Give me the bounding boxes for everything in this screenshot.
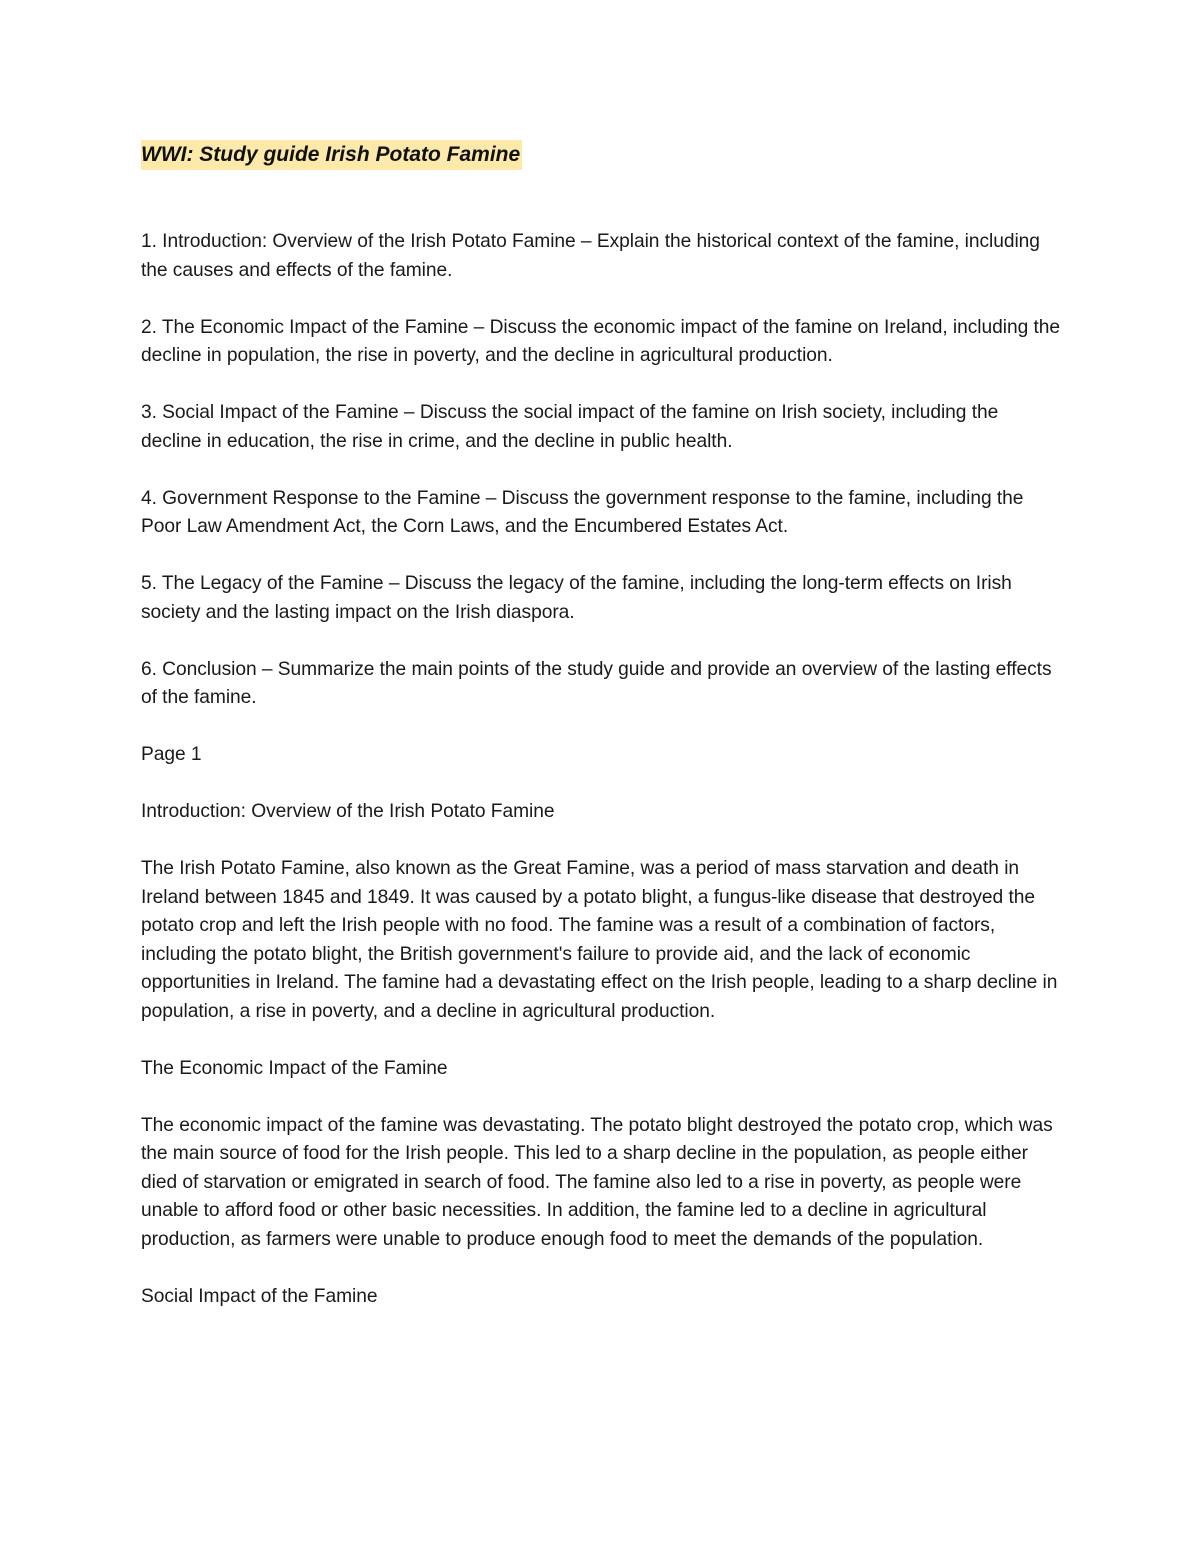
document-title: WWI: Study guide Irish Potato Famine [141,140,522,170]
body-section [141,741,1061,1311]
intro-paragraph: The Irish Potato Famine, also known as the Great Famine, was a period of mass starvation and death in Ireland between 1845 and 1849. It was caused by a potato blight, a fungus-like disease that destroyed the potato crop and left the Irish people with no food. The famine was a result of a combination of factors, including the potato blight, the British government's failure to provide aid, and the lack of economic opportunities in Ireland. The famine had a devastating effect on the Irish people, leading to a sharp decline in population, a rise in poverty, and a decline in agricultural production. [141,858,1058,1022]
economic-paragraph: The economic impact of the famine was devastating. The potato blight destroyed the potato crop, which was the main source of food for the Irish people. This led to a sharp decline in the population, as people either died of starvation or emigrated in search of food. The famine also led to a rise in poverty, as people were unable to afford food or other basic necessities. In addition, the famine led to a decline in agricultural production, as farmers were unable to produce enough food to meet the demands of the population. [141,1114,1053,1250]
outline-list [141,228,1061,713]
outline-item-3: 3. Social Impact of the Famine – Discuss the social impact of the famine on Irish society, including the decline in education, the rise in crime, and the decline in public health. [141,402,999,452]
outline-item-1: 1. Introduction: Overview of the Irish Potato Famine – Explain the historical context of the famine, including the causes and effects of the famine. [141,231,1040,281]
title-line [141,140,1061,174]
document-page [141,140,1061,1311]
page-label: Page 1 [141,744,202,765]
economic-heading: The Economic Impact of the Famine [141,1057,448,1079]
outline-item-4: 4. Government Response to the Famine – Discuss the government response to the famine, including the Poor Law Amendment Act, the Corn Laws, and the Encumbered Estates Act. [141,487,1024,537]
outline-item-2: 2. The Economic Impact of the Famine – Discuss the economic impact of the famine on Ireland, including the decline in population, the rise in poverty, and the decline in agricultural production. [141,316,1061,366]
outline-item-5: 5. The Legacy of the Famine – Discuss the legacy of the famine, including the long-term effects on Irish society and the lasting impact on the Irish diaspora. [141,573,1012,623]
intro-heading: Introduction: Overview of the Irish Potato Famine [141,801,555,822]
outline-item-6: 6. Conclusion – Summarize the main points of the study guide and provide an overview of the lasting effects of the famine. [141,658,1052,708]
social-heading: Social Impact of the Famine [141,1285,378,1307]
